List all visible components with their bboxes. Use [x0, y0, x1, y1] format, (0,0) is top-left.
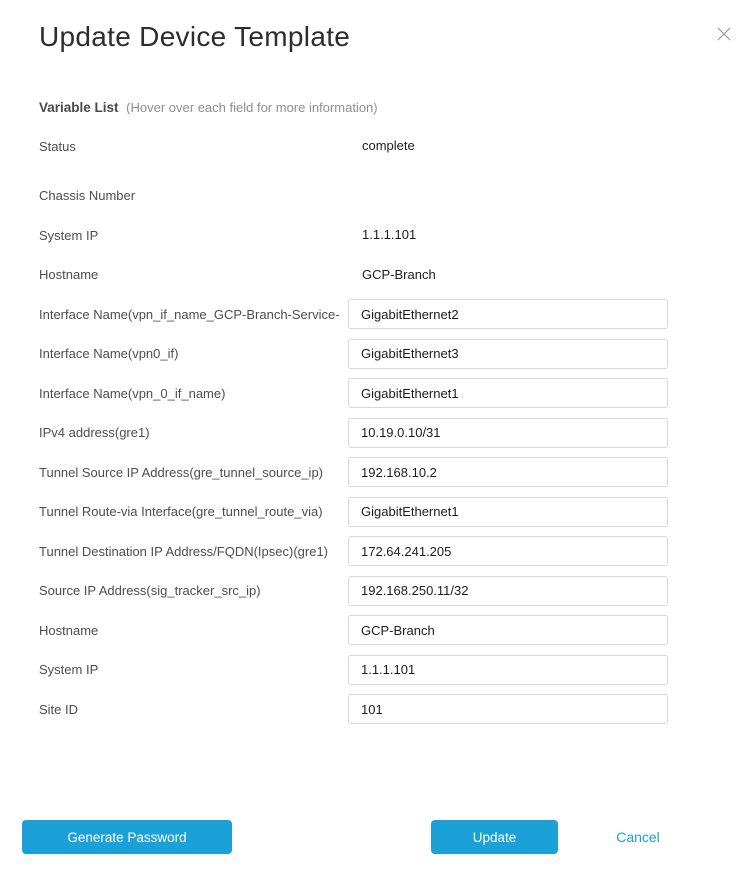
variable-input[interactable]: [348, 299, 668, 329]
variable-list-hint: (Hover over each field for more information): [126, 100, 378, 115]
variable-row: [39, 457, 752, 487]
variable-input[interactable]: [348, 694, 668, 724]
variable-input[interactable]: [348, 339, 668, 369]
variable-row: [39, 131, 752, 161]
variable-static-value: complete: [362, 138, 415, 153]
variable-value-cell: [348, 226, 752, 244]
update-button[interactable]: Update: [431, 820, 558, 854]
variable-label: Tunnel Destination IP Address/FQDN(Ipsec)(gre1): [39, 543, 329, 559]
variable-input[interactable]: [348, 378, 668, 408]
variable-input[interactable]: [348, 457, 668, 487]
variable-label: Site ID: [39, 701, 79, 717]
variable-value-cell: [348, 655, 752, 685]
variable-label: Interface Name(vpn0_if): [39, 346, 179, 361]
close-icon[interactable]: [716, 26, 732, 42]
variable-value-cell: [348, 339, 752, 369]
variable-value-cell: [348, 615, 752, 645]
variable-value-cell: [348, 457, 752, 487]
variable-label: System IP: [39, 662, 99, 677]
variable-value-cell: [348, 266, 752, 284]
page-title: Update Device Template: [39, 21, 351, 52]
variable-value-cell: [348, 137, 752, 155]
variable-label: Tunnel Route-via Interface(gre_tunnel_route_via): [39, 504, 323, 519]
variable-label: Tunnel Source IP Address(gre_tunnel_source_ip): [39, 464, 324, 480]
variable-row: [39, 339, 752, 369]
variable-label: Interface Name(vpn_if_name_GCP-Branch-Service-: [39, 306, 340, 322]
variable-label: Interface Name(vpn_0_if_name): [39, 385, 226, 401]
variable-label: Chassis Number: [39, 188, 136, 203]
variable-row: [39, 378, 752, 408]
variable-input[interactable]: [348, 615, 668, 645]
variable-list-heading: Variable List: [39, 100, 119, 115]
variable-label: System IP: [39, 227, 99, 243]
variable-row: [39, 260, 752, 290]
variable-input[interactable]: [348, 497, 668, 527]
variable-value-cell: [348, 536, 752, 566]
cancel-button[interactable]: Cancel: [593, 820, 683, 854]
variable-static-value: 1.1.1.101: [362, 227, 417, 242]
variable-label: Status: [39, 138, 76, 154]
generate-password-button[interactable]: Generate Password: [22, 820, 232, 854]
variable-value-cell: [348, 418, 752, 448]
variable-label: Hostname: [39, 267, 99, 282]
variable-value-cell: [348, 378, 752, 408]
dialog-footer: [0, 820, 752, 854]
variable-row: [39, 536, 752, 566]
variable-value-cell: [348, 576, 752, 606]
variable-input[interactable]: [348, 655, 668, 685]
variable-input[interactable]: [348, 576, 668, 606]
variable-row: [39, 655, 752, 685]
variable-static-value: GCP-Branch: [362, 266, 436, 282]
variable-row: [39, 615, 752, 645]
variable-input[interactable]: [348, 418, 668, 448]
update-device-template-dialog: [0, 20, 752, 885]
variable-row: [39, 299, 752, 329]
variable-rows: [0, 131, 752, 724]
variable-label: IPv4 address(gre1): [39, 425, 150, 440]
variable-input[interactable]: [348, 536, 668, 566]
variable-list-header: [39, 100, 752, 116]
variable-row: [39, 418, 752, 448]
variable-value-cell: [348, 497, 752, 527]
variable-label: Hostname: [39, 622, 99, 638]
variable-label: Source IP Address(sig_tracker_src_ip): [39, 583, 261, 598]
variable-row: [39, 181, 752, 211]
variable-value-cell: [348, 299, 752, 329]
variable-row: [39, 497, 752, 527]
variable-value-cell: [348, 694, 752, 724]
variable-row: [39, 220, 752, 250]
variable-row: [39, 576, 752, 606]
variable-row: [39, 694, 752, 724]
